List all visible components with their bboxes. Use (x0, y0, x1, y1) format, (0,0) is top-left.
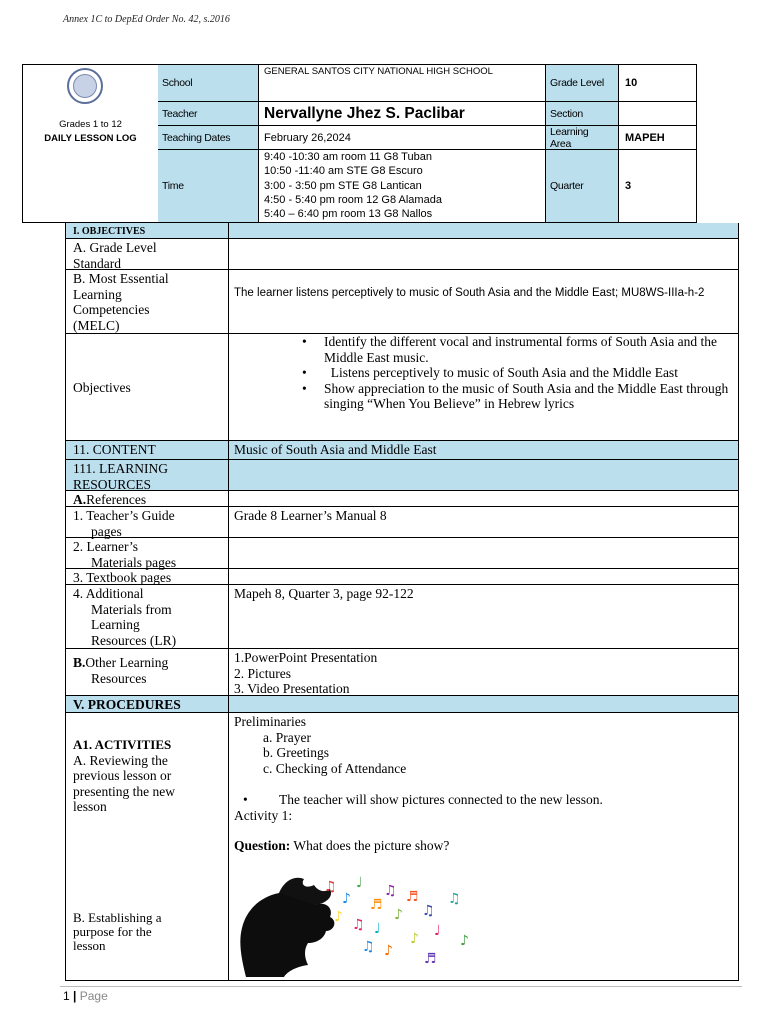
references-label: A.References (66, 491, 229, 506)
time-schedule (259, 150, 546, 222)
svg-text:♩: ♩ (374, 921, 381, 937)
teacher-label: Teacher (158, 102, 259, 126)
grade-standard-row (65, 239, 739, 270)
teachers-guide-value: Grade 8 Learner’s Manual 8 (234, 508, 387, 523)
teaching-dates-label: Teaching Dates (158, 126, 259, 150)
svg-text:♩: ♩ (434, 923, 441, 939)
quarter-label: Quarter (546, 150, 619, 222)
section-label: Section (546, 102, 619, 126)
objective-item: • Show appreciation to the music of South Asia and the Middle East through singing “When You Believe” in Hebrew lyrics (234, 381, 733, 412)
prelim-item: a. Prayer (263, 729, 311, 745)
objectives-label: Objectives (66, 334, 229, 440)
content-value: Music of South Asia and Middle East (229, 441, 738, 459)
objectives-header-row (65, 223, 739, 239)
grade-level-value: 10 (619, 65, 696, 102)
time-line: 4:50 - 5:40 pm room 12 G8 Alamada (264, 193, 442, 206)
objective-item: • Listens perceptively to music of South Asia and the Middle East (234, 365, 733, 381)
page-footer: 1 | Page (63, 989, 108, 1003)
svg-text:♪: ♪ (460, 933, 469, 949)
grade-standard-value (229, 239, 738, 269)
textbook-label: 3. Textbook pages (66, 569, 229, 584)
footer-divider (60, 986, 742, 987)
procedures-header: V. PROCEDURES (66, 696, 229, 712)
teacher-value: Nervallyne Jhez S. Paclibar (259, 102, 546, 126)
learning-area-value: MAPEH (619, 126, 696, 150)
deped-seal-logo (67, 68, 103, 104)
objectives-header: I. OBJECTIVES (66, 223, 229, 238)
grades-label: Grades 1 to 12 (59, 119, 122, 130)
svg-text:♩: ♩ (356, 875, 363, 891)
preliminaries-title: Preliminaries (234, 714, 306, 729)
reviewing-label: A. Reviewing the previous lesson or presenting the new lesson (73, 752, 175, 814)
additional-materials-row (65, 585, 739, 649)
svg-text:♫: ♫ (448, 891, 461, 907)
school-value: GENERAL SANTOS CITY NATIONAL HIGH SCHOOL (259, 65, 546, 102)
svg-text:♪: ♪ (342, 891, 351, 907)
learning-resources-row (65, 460, 739, 491)
svg-text:♪: ♪ (334, 909, 343, 925)
log-title: DAILY LESSON LOG (44, 133, 137, 144)
activity-label: Activity 1: (234, 807, 293, 823)
preliminaries-list (234, 730, 733, 777)
objectives-list (234, 334, 733, 412)
svg-text:♪: ♪ (394, 907, 403, 923)
learners-materials-label: 2. Learner’s Materials pages (66, 538, 229, 568)
svg-text:♪: ♪ (384, 943, 393, 959)
teaching-dates-value: February 26,2024 (259, 126, 546, 150)
question: Question: What does the picture show? (234, 838, 450, 853)
learners-materials-row (65, 538, 739, 569)
svg-text:♬: ♬ (370, 897, 383, 913)
a1-activities-label: A1. ACTIVITIES (73, 737, 172, 752)
content-label: 11. CONTENT (66, 441, 229, 459)
additional-materials-label: 4. Additional Materials from Learning Resources (LR) (66, 585, 229, 648)
melc-value: The learner listens perceptively to music of South Asia and the Middle East; MU8WS-IIIa-h-2 (234, 287, 705, 299)
svg-text:♫: ♫ (384, 883, 397, 899)
learning-resources-label: 111. LEARNING RESOURCES (66, 460, 229, 490)
prelim-item: b. Greetings (263, 745, 329, 760)
melc-label: B. Most Essential Learning Competencies (MELC) (66, 270, 229, 333)
textbook-row (65, 569, 739, 585)
objectives-row (65, 334, 739, 441)
procedures-header-row (65, 696, 739, 713)
prelim-item: c. Checking of Attendance (263, 760, 407, 776)
svg-text:♫: ♫ (324, 879, 337, 895)
svg-text:♫: ♫ (352, 917, 365, 933)
grade-level-label: Grade Level (546, 65, 619, 102)
grade-standard-label: A. Grade Level Standard (66, 239, 229, 269)
time-line: 10:50 -11:40 am STE G8 Escuro (264, 165, 423, 178)
lesson-table (65, 223, 739, 981)
teachers-guide-row (65, 507, 739, 538)
content-row (65, 441, 739, 460)
melc-row (65, 270, 739, 334)
svg-text:♫: ♫ (422, 903, 435, 919)
activities-row (65, 713, 739, 981)
additional-materials-value: Mapeh 8, Quarter 3, page 92-122 (234, 586, 414, 601)
header-table (22, 64, 697, 223)
teachers-guide-label: 1. Teacher’s Guide pages (66, 507, 229, 537)
time-line: 9:40 -10:30 am room 11 G8 Tuban (264, 151, 432, 163)
svg-text:♪: ♪ (410, 931, 419, 947)
teacher-instruction: • The teacher will show pictures connected to the new lesson. (243, 792, 603, 807)
other-resources-list: 1.PowerPoint Presentation 2. Pictures 3. Video Presentation (234, 650, 378, 696)
section-value (619, 102, 696, 126)
music-head-image (234, 873, 474, 978)
other-resources-row (65, 649, 739, 696)
other-resources-label: B.Other Learning Resources (66, 649, 229, 695)
time-line: 5:40 – 6:40 pm room 13 G8 Nallos (264, 208, 433, 221)
svg-text:♬: ♬ (406, 889, 419, 905)
quarter-value: 3 (625, 180, 632, 192)
time-label: Time (158, 150, 259, 222)
references-row (65, 491, 739, 507)
objective-item: • Identify the different vocal and instrumental forms of South Asia and the Middle East music. (234, 334, 733, 365)
svg-text:♫: ♫ (362, 939, 375, 955)
establishing-purpose-label: B. Establishing a purpose for the lesson (73, 910, 162, 953)
time-line: 3:00 - 3:50 pm STE G8 Lantican (264, 179, 422, 192)
learning-area-label: Learning Area (546, 126, 619, 150)
svg-text:♬: ♬ (424, 951, 437, 967)
school-label: School (158, 65, 259, 102)
annex-note: Annex 1C to DepEd Order No. 42, s.2016 (63, 14, 230, 25)
